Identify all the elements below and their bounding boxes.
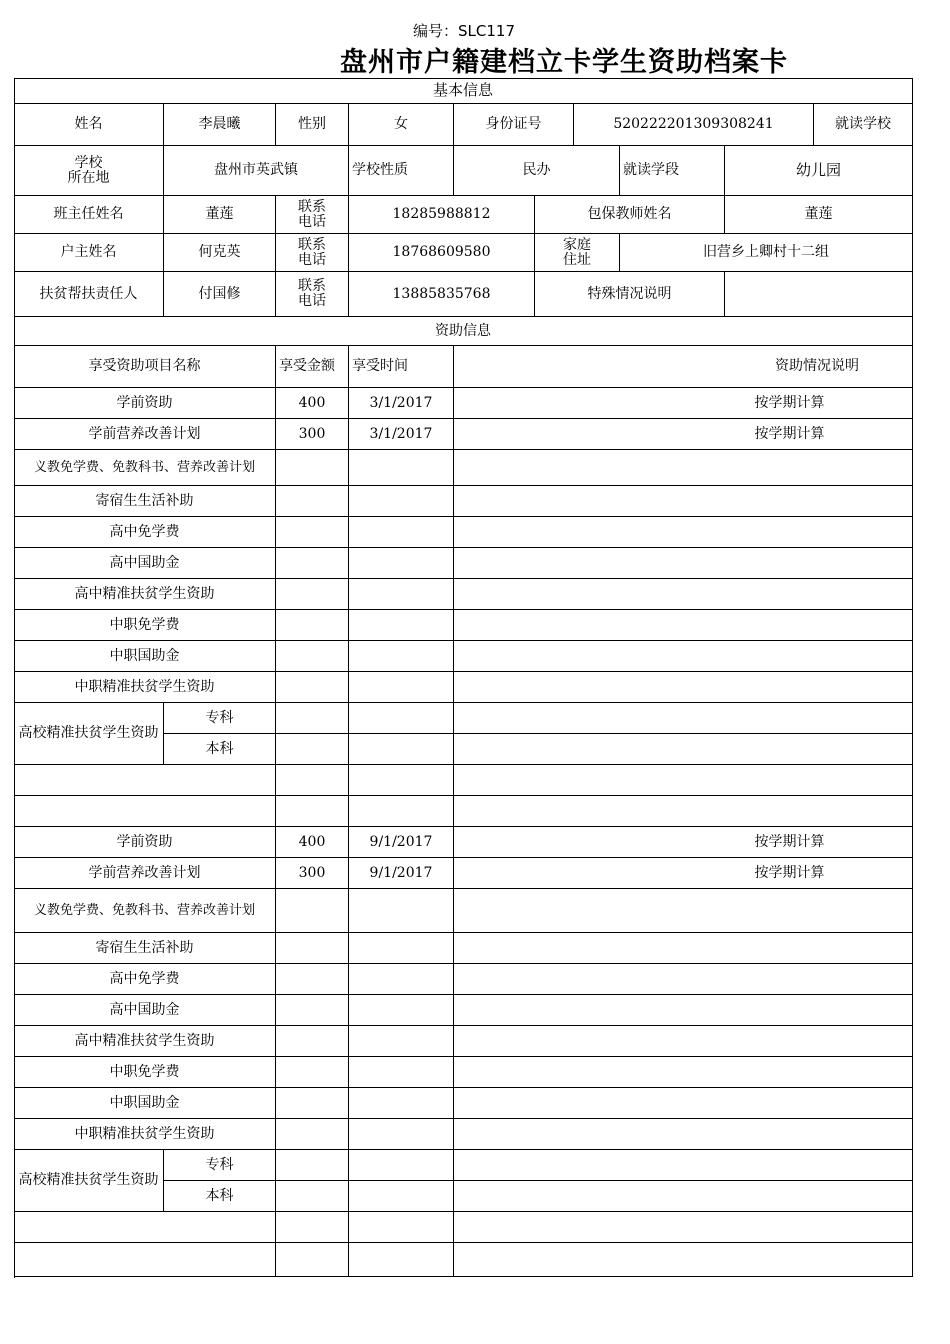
aid-time (349, 517, 454, 548)
aid-item-name: 专科 (164, 1150, 276, 1181)
aid-amount (276, 1088, 349, 1119)
aid-desc (454, 1150, 913, 1181)
aid-amount: 300 (276, 419, 349, 450)
aid-time (349, 1057, 454, 1088)
aid-desc (454, 933, 913, 964)
aid-desc (454, 1088, 913, 1119)
aid-amount (276, 1119, 349, 1150)
aid-amount: 400 (276, 388, 349, 419)
aid-item-name: 中职免学费 (14, 1057, 276, 1088)
aid-amount (276, 1057, 349, 1088)
teacher-phone-label: 联系 电话 (276, 196, 349, 234)
address-label: 家庭 住址 (535, 234, 620, 272)
aid-time (349, 1119, 454, 1150)
aid-amount: 400 (276, 827, 349, 858)
aid-item-name: 中职国助金 (14, 641, 276, 672)
teacher-value: 董莲 (164, 196, 276, 234)
aid-desc: 按学期计算 (454, 858, 913, 889)
aid-amount (276, 610, 349, 641)
aid-desc: 按学期计算 (454, 827, 913, 858)
aid-item-name: 本科 (164, 734, 276, 765)
aid-amount (276, 548, 349, 579)
aid-desc: 按学期计算 (454, 419, 913, 450)
aid-time (349, 641, 454, 672)
aid-time (349, 610, 454, 641)
aid-time (349, 964, 454, 995)
id-label: 身份证号 (454, 104, 574, 146)
aid-desc (454, 734, 913, 765)
aid-desc (454, 610, 913, 641)
aid-amount (276, 734, 349, 765)
special-label: 特殊情况说明 (535, 272, 725, 317)
aid-amount (276, 1181, 349, 1212)
aid-item-name (14, 765, 276, 796)
gender-value: 女 (349, 104, 454, 146)
aid-desc (454, 1119, 913, 1150)
name-value: 李晨曦 (164, 104, 276, 146)
aid-time (349, 995, 454, 1026)
address-value: 旧营乡上卿村十二组 (620, 234, 913, 272)
aid-item-name: 中职精准扶贫学生资助 (14, 672, 276, 703)
aid-amount (276, 579, 349, 610)
aid-amount (276, 933, 349, 964)
school-location-label: 学校 所在地 (14, 146, 164, 196)
aid-desc (454, 486, 913, 517)
aid-amount (276, 672, 349, 703)
aid-desc: 按学期计算 (454, 388, 913, 419)
aid-desc (454, 641, 913, 672)
aid-desc (454, 889, 913, 933)
aid-item-name: 专科 (164, 703, 276, 734)
householder-phone-label: 联系 电话 (276, 234, 349, 272)
aid-desc (454, 765, 913, 796)
aid-desc (454, 450, 913, 486)
aid-item-name: 中职国助金 (14, 1088, 276, 1119)
higher-edu-label: 高校精准扶贫学生资助 (14, 703, 164, 765)
aid-desc (454, 1026, 913, 1057)
aid-amount (276, 964, 349, 995)
school-label: 就读学校 (814, 104, 913, 146)
aid-item-name: 高中国助金 (14, 548, 276, 579)
aid-amount (276, 450, 349, 486)
aid-item-name: 义教免学费、免教科书、营养改善计划 (14, 450, 276, 486)
aid-time (349, 933, 454, 964)
aid-time (349, 579, 454, 610)
aid-item-name: 高中免学费 (14, 964, 276, 995)
aid-desc (454, 1181, 913, 1212)
aid-time (349, 796, 454, 827)
aid-time (349, 889, 454, 933)
aid-time (349, 1212, 454, 1243)
guarantee-teacher-label: 包保教师姓名 (535, 196, 725, 234)
aid-item-name: 学前营养改善计划 (14, 858, 276, 889)
aid-amount (276, 517, 349, 548)
stage-value: 幼儿园 (725, 146, 913, 196)
aid-item-name: 学前资助 (14, 388, 276, 419)
basic-info-header: 基本信息 (14, 78, 913, 104)
aid-item-name: 寄宿生生活补助 (14, 486, 276, 517)
householder-label: 户主姓名 (14, 234, 164, 272)
name-label: 姓名 (14, 104, 164, 146)
aid-desc (454, 579, 913, 610)
aid-amount (276, 796, 349, 827)
aid-item-name: 高中精准扶贫学生资助 (14, 579, 276, 610)
householder-phone-value: 18768609580 (349, 234, 535, 272)
aid-desc (454, 672, 913, 703)
aid-amount (276, 889, 349, 933)
school-location-value: 盘州市英武镇 (164, 146, 349, 196)
id-value: 520222201309308241 (574, 104, 814, 146)
aid-item-name (14, 796, 276, 827)
aid-amount (276, 1243, 349, 1277)
aid-desc (454, 1212, 913, 1243)
aid-time (349, 486, 454, 517)
teacher-label: 班主任姓名 (14, 196, 164, 234)
aid-info-header: 资助信息 (14, 317, 913, 346)
aid-item-name: 学前营养改善计划 (14, 419, 276, 450)
stage-label: 就读学段 (620, 146, 725, 196)
special-value (725, 272, 913, 317)
aid-desc (454, 1057, 913, 1088)
aid-time (349, 1181, 454, 1212)
aid-time: 3/1/2017 (349, 419, 454, 450)
serial-label: 编号： (413, 22, 459, 40)
school-type-value: 民办 (454, 146, 620, 196)
aid-amount (276, 765, 349, 796)
col-time-header: 享受时间 (349, 346, 454, 388)
aid-time (349, 1150, 454, 1181)
aid-time (349, 450, 454, 486)
serial-number (413, 20, 515, 41)
aid-time (349, 1243, 454, 1277)
aid-time (349, 1026, 454, 1057)
col-amount-header: 享受金额 (276, 346, 349, 388)
aid-item-name: 高中精准扶贫学生资助 (14, 1026, 276, 1057)
aid-time (349, 1088, 454, 1119)
aid-amount (276, 486, 349, 517)
aid-amount (276, 995, 349, 1026)
aid-amount (276, 703, 349, 734)
aid-time: 3/1/2017 (349, 388, 454, 419)
aid-time: 9/1/2017 (349, 827, 454, 858)
aid-desc (454, 964, 913, 995)
aid-time (349, 765, 454, 796)
aid-desc (454, 517, 913, 548)
aid-item-name: 高中国助金 (14, 995, 276, 1026)
gender-label: 性别 (276, 104, 349, 146)
aid-item-name: 中职精准扶贫学生资助 (14, 1119, 276, 1150)
school-type-label: 学校性质 (349, 146, 454, 196)
helper-value: 付国修 (164, 272, 276, 317)
aid-amount: 300 (276, 858, 349, 889)
aid-item-name: 学前资助 (14, 827, 276, 858)
aid-amount (276, 1212, 349, 1243)
aid-item-name: 高中免学费 (14, 517, 276, 548)
aid-time (349, 734, 454, 765)
aid-item-name: 寄宿生生活补助 (14, 933, 276, 964)
aid-time (349, 703, 454, 734)
aid-amount (276, 1150, 349, 1181)
aid-desc (454, 548, 913, 579)
aid-desc (454, 1243, 913, 1277)
aid-desc (454, 995, 913, 1026)
helper-phone-value: 13885835768 (349, 272, 535, 317)
aid-desc (454, 703, 913, 734)
teacher-phone-value: 18285988812 (349, 196, 535, 234)
aid-item-name (14, 1243, 276, 1277)
householder-value: 何克英 (164, 234, 276, 272)
aid-amount (276, 641, 349, 672)
guarantee-teacher-value: 董莲 (725, 196, 913, 234)
serial-value: SLC117 (458, 22, 515, 40)
aid-item-name (14, 1212, 276, 1243)
page-title: 盘州市户籍建档立卡学生资助档案卡 (340, 47, 788, 78)
aid-item-name: 义教免学费、免教科书、营养改善计划 (14, 889, 276, 933)
aid-time: 9/1/2017 (349, 858, 454, 889)
aid-time (349, 548, 454, 579)
aid-item-name: 中职免学费 (14, 610, 276, 641)
helper-label: 扶贫帮扶责任人 (14, 272, 164, 317)
aid-desc (454, 796, 913, 827)
aid-time (349, 672, 454, 703)
higher-edu-label: 高校精准扶贫学生资助 (14, 1150, 164, 1212)
helper-phone-label: 联系 电话 (276, 272, 349, 317)
aid-item-name: 本科 (164, 1181, 276, 1212)
col-desc-header: 资助情况说明 (454, 346, 913, 388)
col-item-header: 享受资助项目名称 (14, 346, 276, 388)
aid-amount (276, 1026, 349, 1057)
